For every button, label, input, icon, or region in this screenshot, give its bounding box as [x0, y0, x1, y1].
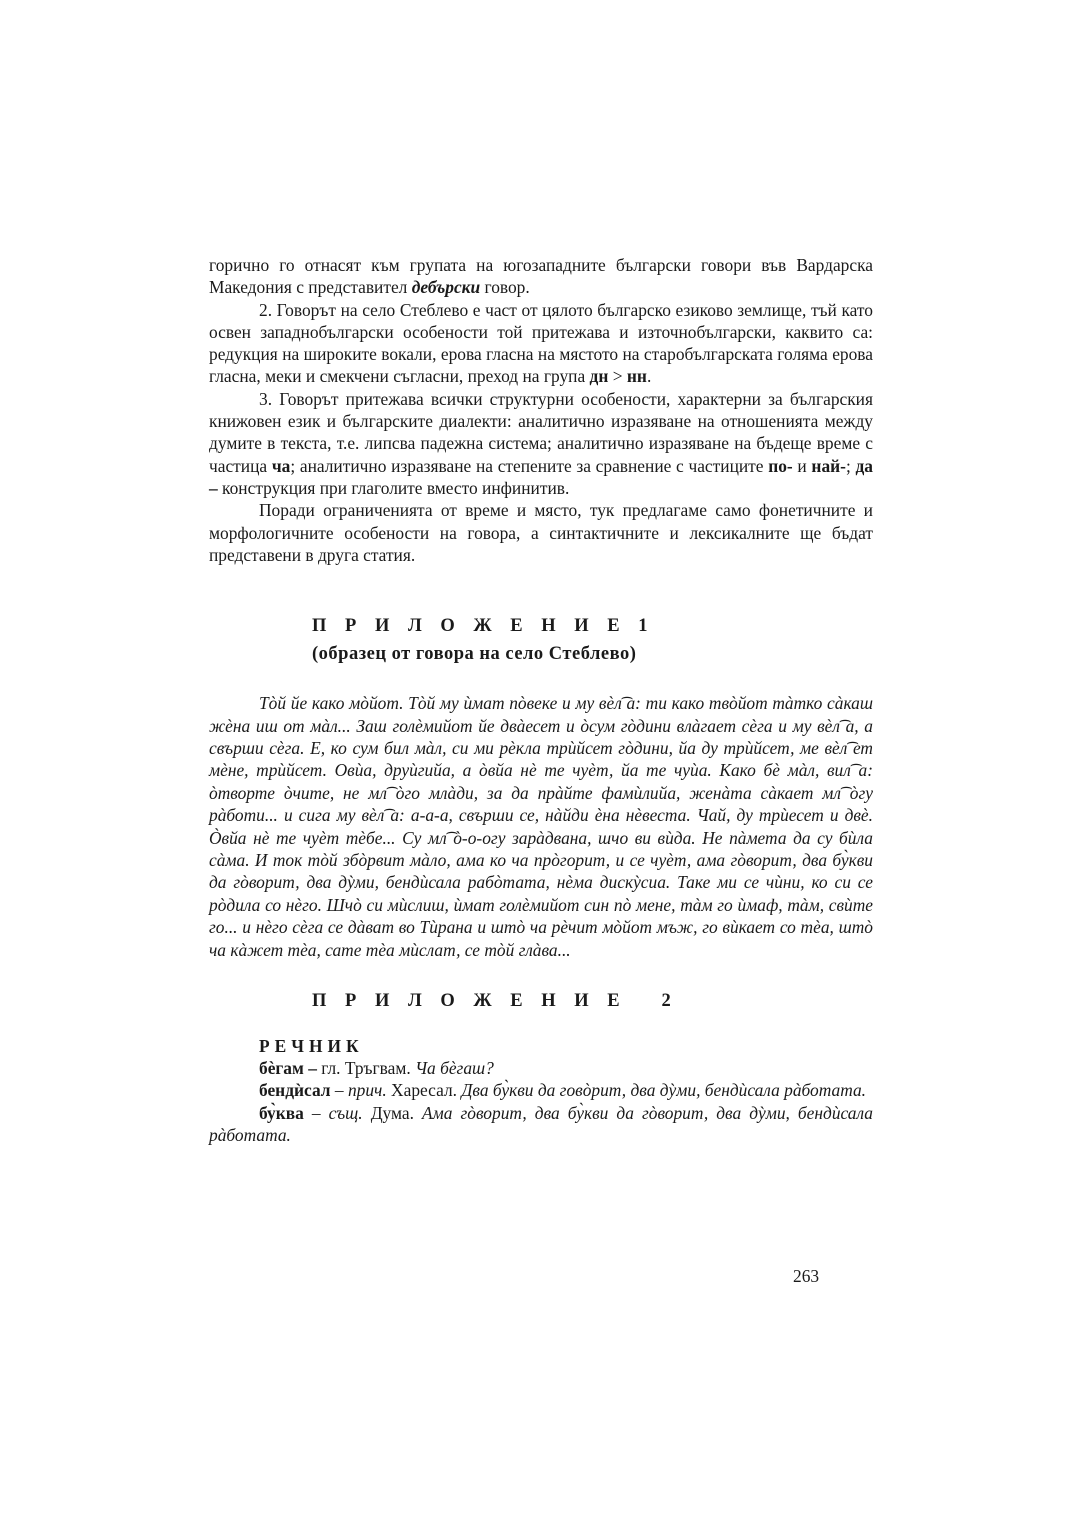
page-number: 263 — [793, 1266, 820, 1286]
emphasis-debarski: дебърски — [411, 277, 481, 298]
dictionary-entry: бу̀ква – същ. Дума. Ама гòворит, два бу̀кви да гòворит, два дỳми, бендѝсала рàботата. — [209, 1102, 873, 1145]
appendix-2-title: П Р И Л О Ж Е Н И Е 2 — [312, 991, 678, 1012]
dictionary-entry: бѐгам – гл. Тръгвам. Ча бѐгаш? — [259, 1058, 494, 1079]
dictionary-title: РЕЧНИК — [259, 1036, 364, 1057]
appendix-1-title: П Р И Л О Ж Е Н И Е 1 — [312, 616, 655, 637]
dialect-sample-text: Тòй йе како мòйот. Тòй му ѝмат пòвеке и му вѐл͡ а: ти како твòйот тàтко сàкаш жѐна иш от мàл... Заш голѐмийот йе двàесет и òсум гòдини влàгает сѐга и му вѐл͡ а, а свърши сѐга. Е, ко сум бил мàл, си ми рѐкла трѝйсет гòдини, йа ду трѝйсет, ме вѐл͡ ет мѐне, трѝйсет. Овѝа, друѝгийа, а òвйа нѐ те чуѐт, йа те чуѝа. Како бѐ мàл, вил͡ а: òтворте òчите, не мл͡ òго млàди, за да прàйте фамѝлийа, женàта сàкает мл͡ òгу рàботи... и сига му вѐл͡ а: а-а-а, свърши се, нàйди ѐна нѐвеста. Чай, ду трѝесет и двѐ. Òвйа нѐ те чуѐт тѐбе... Су мл͡ ò-о-огу зарàдвана, шчо ви вѝда. Не пàмета да су бѝла сàма. И ток тòй збòрвит мàло, ама ко ча прòгорит, и се чуѐт, ама гòворит, два бу̀кви да гòворит, два дỳми, бендѝсала рабòтата, нѐма дискỳсиа. Таке ми се чѝни, ко си се рòдила со нѐго. Шчò си мѝслиш, ѝмат голѐмийот син пò мене, тàм го ѝмаф, тàм, свѝте го... и нѐго сѐга се дàват во Тѝрана и штò ча рѐчит мòйот мъж, го вѝкает со тѐа, штò ча кàжет тѐа, сате тѐа мѝслат, се тòй глàва... — [209, 693, 873, 960]
intro-paragraph-3: 3. Говорът притежава всички структурни особености, характерни за българския книжовен език и българските диалекти: аналитично изразяване на отношенията между думите в текста, т.е. липсва падежна система; аналитично изразяване на бъдеще време с частица ча; аналитично изразяване на степените за сравнение с частиците по- и най-; да – конструкция при глаголите вместо инфинитив. — [209, 388, 873, 498]
page-body — [209, 254, 873, 1146]
intro-paragraph-2: 2. Говорът на село Стеблево е част от цялото българско езиково землище, тъй като освен западнобългарски особености той притежава и източнобългарски, каквито са: редукция на широките вокали, ерова гласна на мястото на старобългарската голяма ерова гласна, меки и смекчени съгласни, преход на група дн > нн. — [209, 299, 873, 387]
intro-paragraph-4: Поради ограниченията от време и място, тук предлагаме само фонетичните и морфологичните особености на говора, а синтактичните и лексикалните ще бъдат представени в друга статия. — [209, 500, 873, 565]
appendix-1-subtitle: (образец от говора на село Стеблево) — [312, 644, 637, 665]
dictionary-entry: бендѝсал – прич. Харесал. Два бу̀кви да говòрит, два дỳми, бендѝсала рàботата. — [259, 1080, 867, 1101]
intro-paragraph-1: горично го отнасят към групата на югозападните български говори във Вардарска Македония с представител дебърски говор. — [209, 255, 873, 298]
